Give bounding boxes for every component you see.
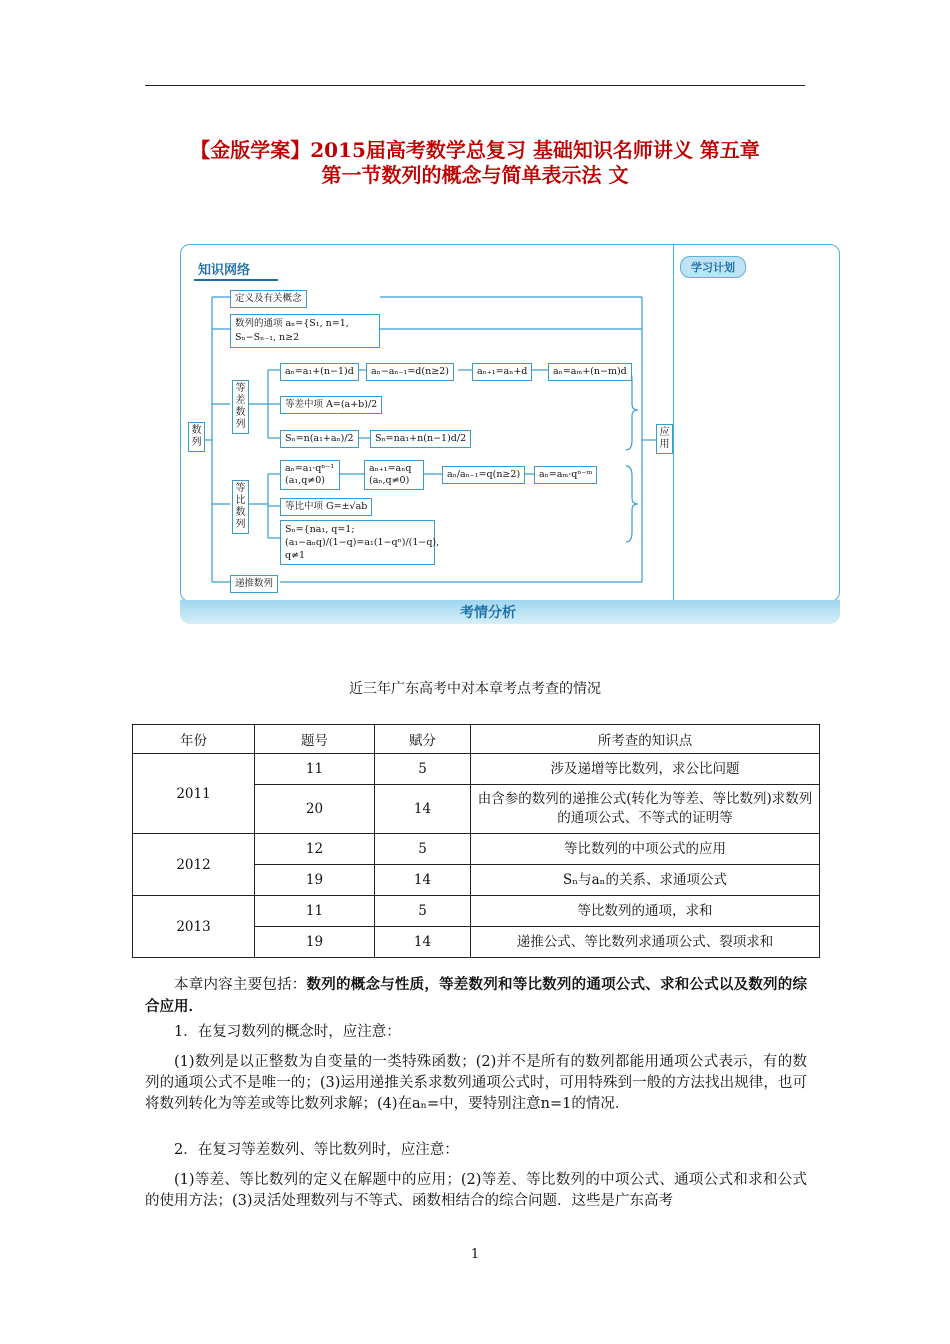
year-cell: 2013 bbox=[133, 896, 255, 958]
arith-sum-1: Sₙ=n(a₁+aₙ)/2 bbox=[280, 430, 359, 448]
geo-formula-1: aₙ=a₁·qⁿ⁻¹ (a₁,q≠0) bbox=[280, 460, 340, 490]
number-cell: 12 bbox=[255, 834, 375, 865]
geo-middle-term: 等比中项 G=±√ab bbox=[280, 498, 372, 516]
node-arithmetic: 等差数列 bbox=[232, 380, 249, 434]
tag-knowledge-network: 知识网络 bbox=[194, 258, 278, 281]
topic-cell: 由含参的数列的递推公式(转化为等差、等比数列)求数列的通项公式、不等式的证明等 bbox=[471, 785, 820, 834]
geo-formula-2: aₙ₊₁=aₙq (aₙ,q≠0) bbox=[364, 460, 424, 490]
node-recursive: 递推数列 bbox=[230, 575, 278, 593]
node-geometric: 等比数列 bbox=[232, 480, 249, 534]
arith-formula-1: aₙ=a₁+(n−1)d bbox=[280, 363, 359, 381]
node-sequence: 数列 bbox=[188, 422, 205, 452]
score-cell: 14 bbox=[375, 865, 471, 896]
table-caption: 近三年广东高考中对本章考点考查的情况 bbox=[349, 681, 601, 697]
number-cell: 11 bbox=[255, 754, 375, 785]
table-header-row bbox=[133, 725, 820, 754]
paragraph-point-1-detail: (1)数列是以正整数为自变量的一类特殊函数；(2)并不是所有的数列都能用通项公式表示，有的数列的通项公式不是唯一的；(3)运用递推关系求数列通项公式时，可用特殊到一般的方法找出规律，也可将数列转化为等差或等比数列求解；(4)在aₙ=中，要特别注意n=1的情况． bbox=[145, 1054, 807, 1112]
arith-formula-3: aₙ₊₁=aₙ+d bbox=[472, 363, 532, 381]
doc-title-line1: 【金版学案】2015届高考数学总复习 基础知识名师讲义 第五章 bbox=[190, 138, 760, 162]
year-cell: 2012 bbox=[133, 834, 255, 896]
intro-bold: 数列的概念与性质，等差数列和等比数列的通项公式、求和公式以及数列的综合应用． bbox=[145, 976, 808, 1015]
page-number: 1 bbox=[470, 1247, 480, 1262]
paragraph-intro bbox=[145, 974, 807, 1018]
geo-formula-4: aₙ=aₘ·qⁿ⁻ᵐ bbox=[534, 466, 597, 484]
header-score: 赋分 bbox=[375, 725, 471, 754]
arith-sum-2: Sₙ=na₁+n(n−1)d/2 bbox=[370, 430, 471, 448]
arith-formula-4: aₙ=aₘ+(n−m)d bbox=[548, 363, 632, 381]
number-cell: 11 bbox=[255, 896, 375, 927]
paragraph-point-2: 2．在复习等差数列、等比数列时，应注意： bbox=[174, 1142, 459, 1158]
header-topic: 所考查的知识点 bbox=[471, 725, 820, 754]
knowledge-network-figure bbox=[180, 244, 840, 626]
geo-formula-3: aₙ/aₙ₋₁=q(n≥2) bbox=[442, 466, 525, 484]
header-year: 年份 bbox=[133, 725, 255, 754]
table-row bbox=[133, 834, 820, 865]
table-row bbox=[133, 896, 820, 927]
score-cell: 14 bbox=[375, 927, 471, 958]
node-application: 应用 bbox=[656, 424, 673, 454]
topic-cell: 涉及递增等比数列，求公比问题 bbox=[471, 754, 820, 785]
score-cell: 5 bbox=[375, 754, 471, 785]
arith-middle-term: 等差中项 A=(a+b)/2 bbox=[280, 396, 382, 414]
number-cell: 20 bbox=[255, 785, 375, 834]
header-rule bbox=[145, 85, 805, 86]
paragraph-point-2-detail: (1)等差、等比数列的定义在解题中的应用；(2)等差、等比数列的中项公式、通项公式和求和公式的使用方法；(3)灵活处理数列与不等式、函数相结合的综合问题．这些是广东高考 bbox=[145, 1172, 807, 1209]
paragraph-point-1: 1．在复习数列的概念时，应注意： bbox=[174, 1024, 401, 1040]
doc-title-line2: 第一节数列的概念与简单表示法 文 bbox=[321, 163, 629, 187]
topic-cell: 递推公式、等比数列求通项公式、裂项求和 bbox=[471, 927, 820, 958]
topic-cell: 等比数列的中项公式的应用 bbox=[471, 834, 820, 865]
arith-formula-2: aₙ−aₙ₋₁=d(n≥2) bbox=[366, 363, 454, 381]
topic-cell: 等比数列的通项，求和 bbox=[471, 896, 820, 927]
number-cell: 19 bbox=[255, 865, 375, 896]
node-general-term: 数列的通项 aₙ={S₁, n=1, Sₙ−Sₙ₋₁, n≥2 bbox=[230, 314, 380, 348]
score-cell: 14 bbox=[375, 785, 471, 834]
topic-cell: Sₙ与aₙ的关系、求通项公式 bbox=[471, 865, 820, 896]
score-cell: 5 bbox=[375, 834, 471, 865]
number-cell: 19 bbox=[255, 927, 375, 958]
year-cell: 2011 bbox=[133, 754, 255, 834]
header-number: 题号 bbox=[255, 725, 375, 754]
intro-lead: 本章内容主要包括： bbox=[174, 977, 307, 993]
node-definition: 定义及有关概念 bbox=[230, 290, 307, 308]
tag-study-plan: 学习计划 bbox=[680, 256, 746, 278]
table-row bbox=[133, 754, 820, 785]
score-cell: 5 bbox=[375, 896, 471, 927]
exam-table bbox=[132, 724, 820, 958]
tag-exam-analysis: 考情分析 bbox=[460, 605, 516, 621]
geo-sum: Sₙ={na₁, q=1; (a₁−aₙq)/(1−q)=a₁(1−qⁿ)/(1−q), q≠1 bbox=[280, 520, 435, 565]
